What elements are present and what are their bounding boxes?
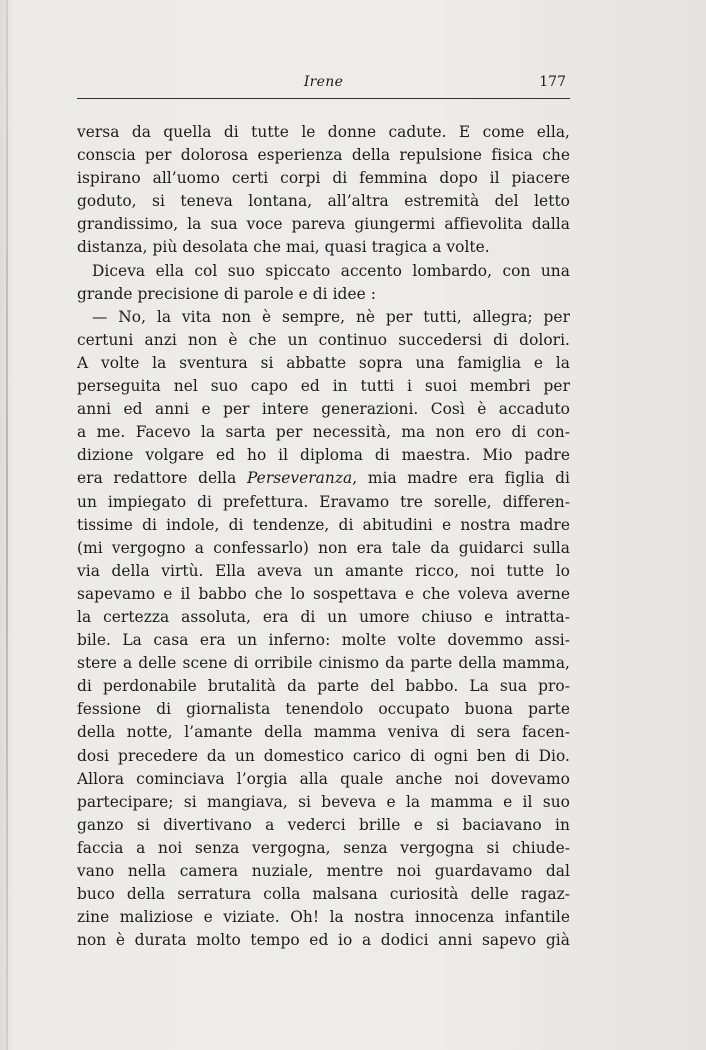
- text-line: A volte la sventura si abbatte sopra una famiglia e la: [77, 353, 570, 372]
- newspaper-title: Perseveranza: [246, 469, 353, 488]
- text-line: certuni anzi non è che un continuo succedersi di dolori.: [77, 330, 570, 349]
- body-text: [77, 121, 570, 952]
- text-line: zine maliziose e viziate. Oh! la nostra innocenza infantile: [77, 908, 570, 927]
- text-line: grandissimo, la sua voce pareva giungermi affievolita dalla: [77, 215, 570, 234]
- text-line: stere a delle scene di orribile cinismo da parte della mamma,: [77, 654, 570, 673]
- text-line: un impiegato di prefettura. Eravamo tre sorelle, differen-: [77, 492, 570, 511]
- text-line: fessione di giornalista tenendolo occupato buona parte: [77, 700, 570, 719]
- text-line: perseguita nel suo capo ed in tutti i suoi membri per: [77, 377, 570, 396]
- text-segment: , mia madre era figlia di: [352, 469, 570, 488]
- text-line: dizione volgare ed ho il diploma di maestra. Mio padre: [77, 446, 570, 465]
- text-line: versa da quella di tutte le donne cadute. E come ella,: [77, 123, 570, 141]
- text-line: distanza, più desolata che mai, quasi tragica a volte.: [77, 238, 490, 257]
- text-line: [77, 467, 570, 490]
- text-line: Allora cominciava l’orgia alla quale anche noi dovevamo: [77, 769, 570, 788]
- text-line: via della virtù. Ella aveva un amante ricco, noi tutte lo: [77, 561, 570, 580]
- text-line: grande precisione di parole e di idee :: [77, 284, 376, 303]
- text-line: di perdonabile brutalità da parte del babbo. La sua pro-: [77, 677, 570, 696]
- text-line: tissime di indole, di tendenze, di abitudini e nostra madre: [77, 515, 570, 534]
- text-line: non è durata molto tempo ed io a dodici anni sapevo già: [77, 931, 570, 950]
- text-line: anni ed anni e per intere generazioni. Così è accaduto: [77, 400, 570, 419]
- text-line: bile. La casa era un inferno: molte volte dovemmo assi-: [77, 631, 570, 650]
- text-line: la certezza assoluta, era di un umore chiuso e intratta-: [77, 607, 570, 626]
- text-line: goduto, si teneva lontana, all’altra estremità del letto: [77, 192, 570, 211]
- page-number: 177: [539, 74, 566, 90]
- text-line: — No, la vita non è sempre, nè per tutti, allegra; per: [92, 307, 570, 326]
- text-line: (mi vergogno a confessarlo) non era tale da guidarci sulla: [77, 538, 570, 557]
- text-line: faccia a noi senza vergogna, senza vergogna si chiude-: [77, 838, 570, 857]
- text-line: dosi precedere da un domestico carico di ogni ben di Dio.: [77, 746, 570, 765]
- header-rule: [77, 98, 570, 99]
- page-edge-shadow: [6, 0, 8, 1050]
- text-line: buco della serratura colla malsana curiosità delle ragaz-: [77, 885, 570, 904]
- text-line: ganzo si divertivano a vederci brille e si baciavano in: [77, 815, 570, 834]
- text-line: Diceva ella col suo spiccato accento lombardo, con una: [92, 261, 570, 280]
- text-line: della notte, l’amante della mamma veniva di sera facen-: [77, 723, 570, 742]
- text-line: ispirano all’uomo certi corpi di femmina dopo il piacere: [77, 169, 570, 188]
- text-line: partecipare; si mangiava, si beveva e la mamma e il suo: [77, 792, 570, 811]
- text-line: vano nella camera nuziale, mentre noi guardavamo dal: [77, 862, 570, 880]
- text-segment: era redattore della: [77, 469, 247, 488]
- text-line: a me. Facevo la sarta per necessità, ma non ero di con-: [77, 423, 570, 442]
- page-header: [77, 74, 570, 98]
- text-line: conscia per dolorosa esperienza della repulsione fisica che: [77, 146, 570, 165]
- text-line: sapevamo e il babbo che lo sospettava e che voleva averne: [77, 584, 570, 603]
- running-title: Irene: [303, 74, 344, 90]
